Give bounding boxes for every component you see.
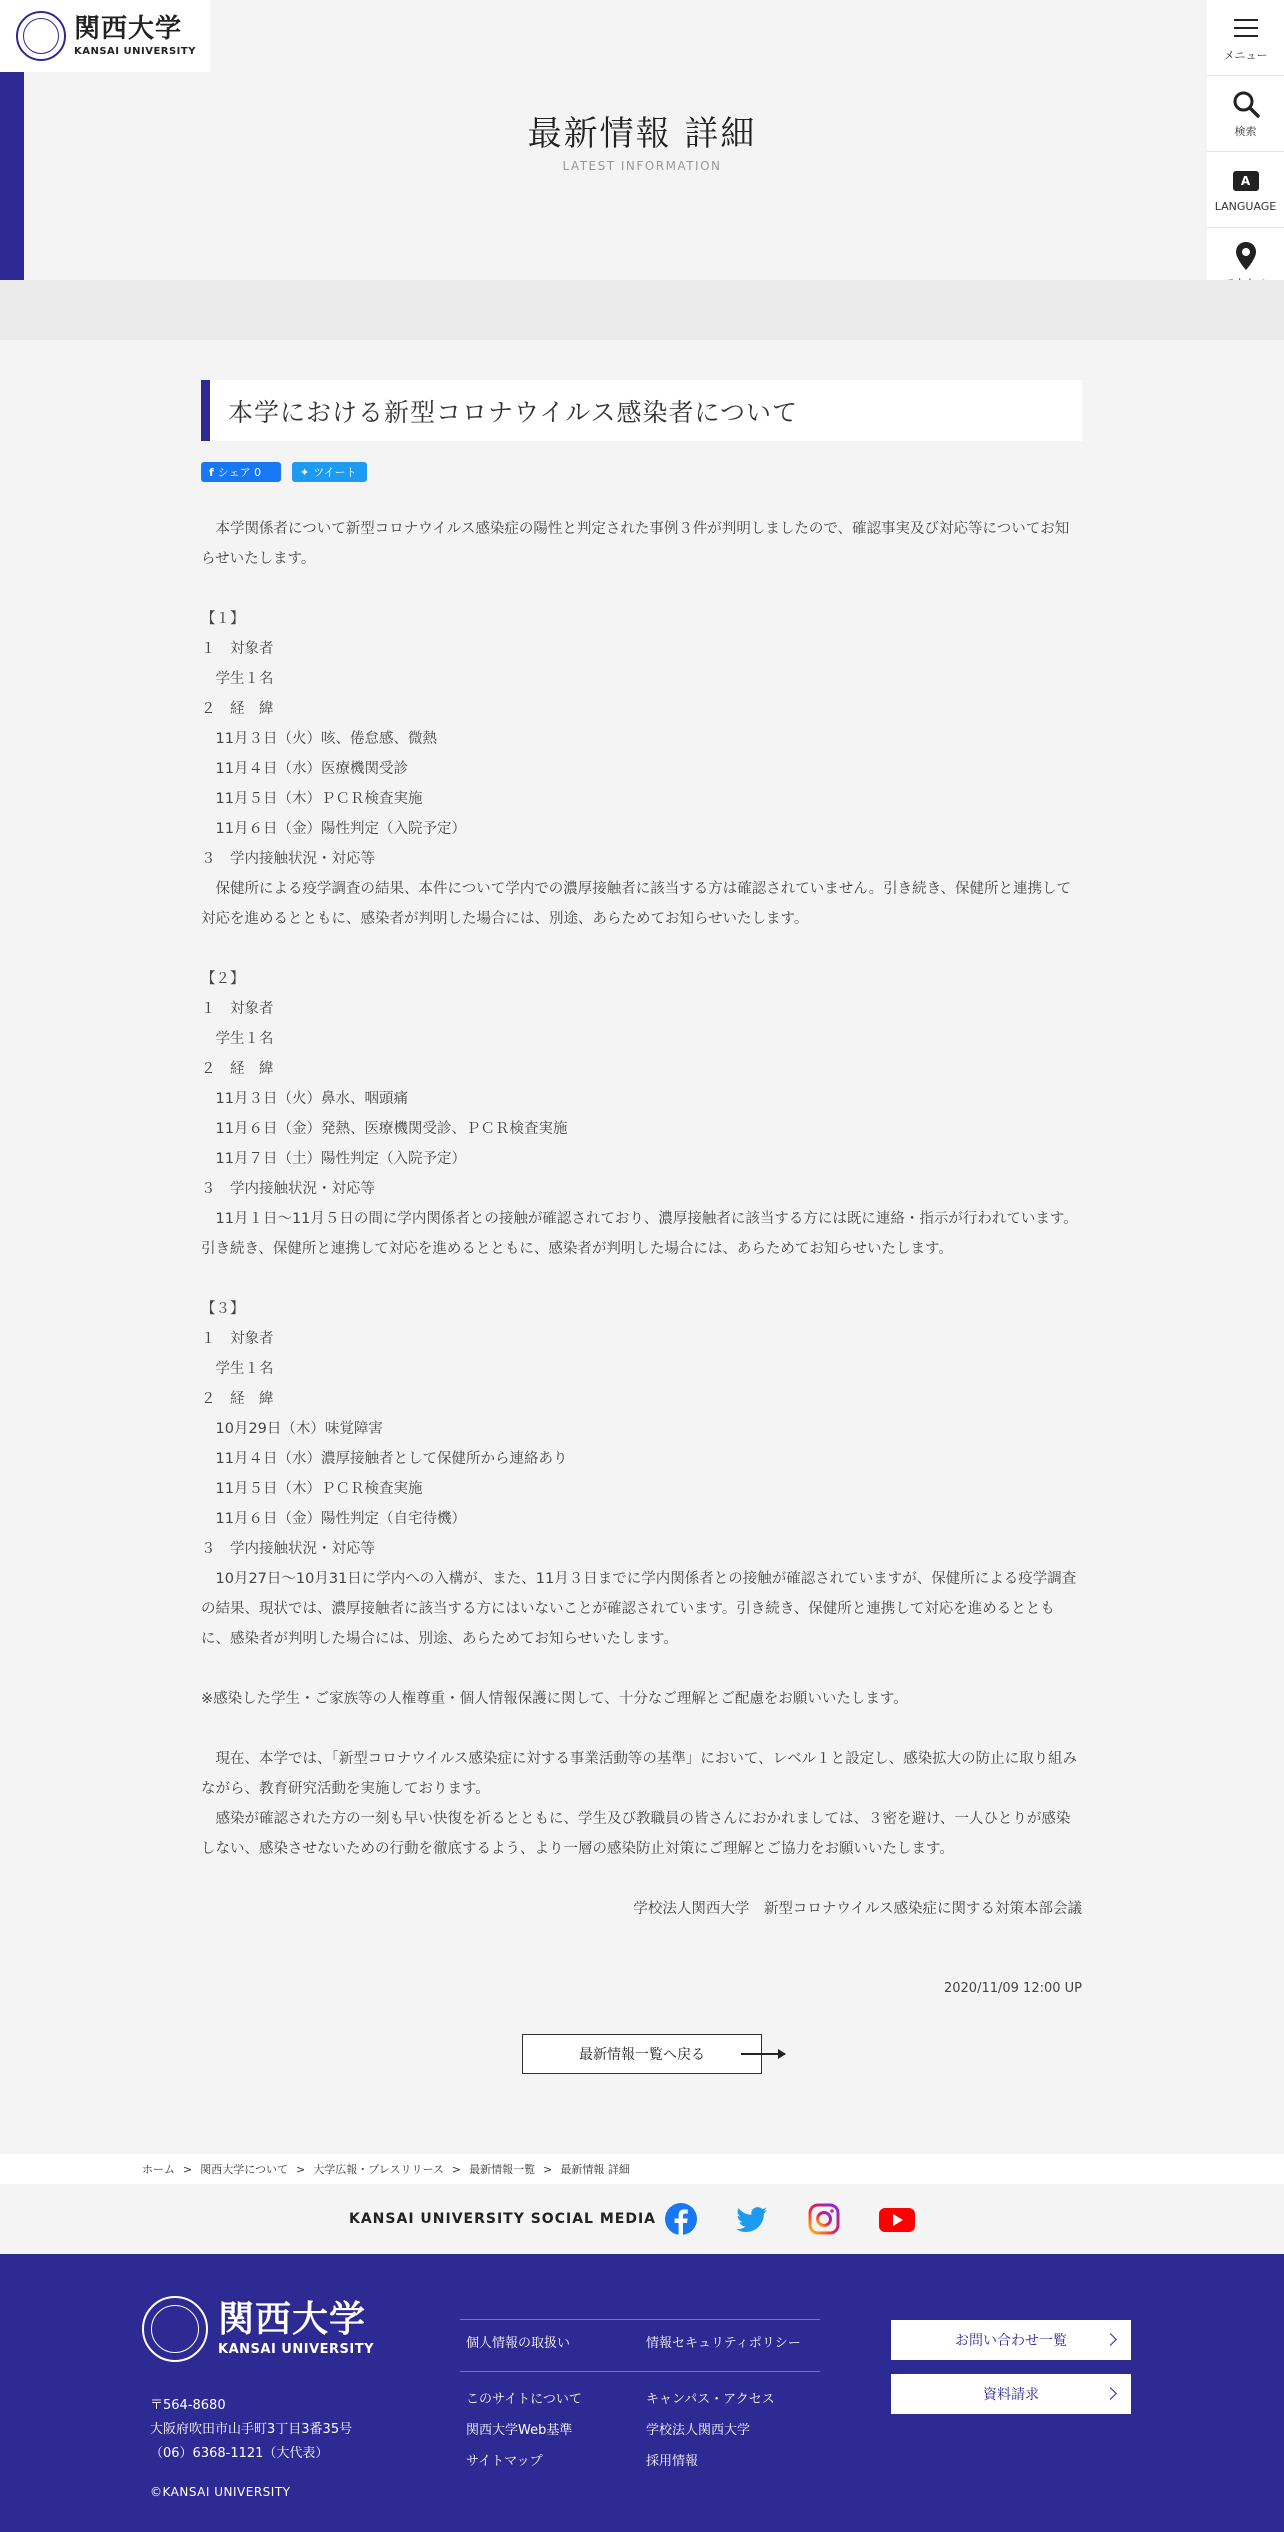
footer-link[interactable]: 個人情報の取扱い (466, 2336, 571, 2351)
article-paragraph: 11月４日（水）濃厚接触者として保健所から連絡あり (201, 1451, 568, 1467)
article-paragraph: 【３】 (201, 1301, 245, 1317)
facebook-icon[interactable] (665, 2203, 697, 2235)
logo-english: KANSAI UNIVERSITY (74, 45, 196, 57)
blank-line (201, 934, 1082, 964)
share-label: シェア 0 (217, 466, 262, 479)
footer-link[interactable]: サイトマップ (466, 2454, 543, 2469)
facebook-icon: f (209, 465, 214, 479)
language-badge: A (1233, 171, 1259, 191)
breadcrumb-separator: > (451, 2162, 462, 2176)
article-paragraph: 10月27日～10月31日に学内への入構が、また、11月３日までに学内関係者との接触が確認されていますが、保健所による疫学調査の結果、現状では、濃厚接触者に該当する方にはいないことが確認されています。引き続き、保健所と連携して対応を進めるとともに、感染者が判明した場合には、別途、あらためてお知らせいたします。 (201, 1571, 1077, 1647)
footer-link[interactable]: 学校法人関西大学 (646, 2423, 751, 2438)
twitter-icon[interactable] (736, 2203, 768, 2235)
map-pin-icon (1235, 241, 1257, 271)
footer-link[interactable]: 採用情報 (646, 2454, 699, 2469)
blank-line (201, 574, 1082, 604)
article-paragraph: ２ 経 緯 (201, 701, 274, 717)
tweet-label: ツイート (313, 466, 357, 479)
article-paragraph: 感染が確認された方の一刻も早い快復を祈るとともに、学生及び教職員の皆さんにおかれましては、３密を避け、一人ひとりが感染しない、感染させないための行動を徹底するよう、より一層の感染防止対策にご理解とご協力をお願いいたします。 (201, 1811, 1071, 1857)
article-paragraph: 11月１日～11月５日の間に学内関係者との接触が確認されており、濃厚接触者に該当する方には既に連絡・指示が行われています。引き続き、保健所と連携して対応を進めるとともに、感染者が判明した場合には、あらためてお知らせいたします。 (201, 1211, 1078, 1257)
breadcrumb-item[interactable]: 最新情報一覧 (469, 2163, 536, 2176)
article-paragraph: 11月４日（水）医療機関受診 (201, 761, 408, 777)
breadcrumb-item: 最新情報 詳細 (560, 2163, 630, 2176)
article-paragraph: 11月５日（木）ＰＣＲ検査実施 (201, 1481, 423, 1497)
street-address: 大阪府吹田市山手町3丁目3番35号 (150, 2422, 353, 2437)
article-paragraph: 本学関係者について新型コロナウイルス感染症の陽性と判定された事例３件が判明しましたので、確認事実及び対応等についてお知らせいたします。 (201, 521, 1070, 567)
footer-link[interactable]: 関西大学Web基準 (466, 2423, 573, 2438)
footer-logo-english: KANSAI UNIVERSITY (218, 2341, 375, 2357)
article-paragraph: ３ 学内接触状況・対応等 (201, 851, 375, 867)
article-paragraph: １ 対象者 (201, 1001, 274, 1017)
blank-line (201, 1264, 1082, 1294)
social-label: KANSAI UNIVERSITY SOCIAL MEDIA (349, 2211, 656, 2227)
article-paragraph: 11月６日（金）発熱、医療機関受診、ＰＣＲ検査実施 (201, 1121, 568, 1137)
breadcrumb-separator: > (183, 2162, 193, 2176)
article-paragraph: 保健所による疫学調査の結果、本件について学内での濃厚接触者に該当する方は確認されていません。引き続き、保健所と連携して対応を進めるとともに、感染者が判明した場合には、別途、あらためてお知らせいたします。 (201, 881, 1071, 927)
footer-address (150, 2394, 352, 2466)
site-logo[interactable] (0, 0, 210, 72)
footer-links (460, 2319, 820, 2477)
university-seal-icon (16, 11, 66, 61)
blank-line (201, 1864, 1082, 1894)
article-paragraph: 学生１名 (201, 1031, 274, 1047)
contact-button-label: お問い合わせ一覧 (955, 2333, 1067, 2349)
site-footer (0, 2254, 1284, 2532)
article-paragraph: １ 対象者 (201, 1331, 274, 1347)
side-nav (1207, 0, 1284, 304)
article-paragraph: ※感染した学生・ご家族等の人権尊重・個人情報保護に関して、十分なご理解とご配慮をお願いいたします。 (201, 1691, 908, 1707)
article-title: 本学における新型コロナウイルス感染者について (228, 397, 799, 427)
search-label: 検索 (1234, 124, 1257, 138)
tweet-button[interactable] (292, 462, 367, 482)
youtube-icon[interactable] (879, 2203, 911, 2235)
blank-line (201, 1714, 1082, 1744)
article-body (201, 514, 1082, 2004)
article-paragraph: 11月６日（金）陽性判定（入院予定） (201, 821, 466, 837)
social-media-bar (0, 2184, 1284, 2254)
hamburger-icon (1233, 13, 1259, 43)
footer-link[interactable]: 情報セキュリティポリシー (646, 2336, 801, 2351)
twitter-icon: ✦ (300, 465, 310, 479)
article-paragraph: 11月５日（木）ＰＣＲ検査実施 (201, 791, 423, 807)
article-paragraph: 11月３日（火）咳、倦怠感、微熱 (201, 731, 437, 747)
blank-line (201, 1654, 1082, 1684)
breadcrumb-item[interactable]: 大学広報・プレスリリース (313, 2163, 444, 2176)
university-seal-icon (142, 2296, 208, 2362)
share-buttons (201, 462, 367, 482)
contact-list-button[interactable] (891, 2320, 1131, 2360)
article-paragraph: 学生１名 (201, 1361, 274, 1377)
search-icon (1232, 89, 1260, 119)
chevron-right-icon (1104, 2333, 1117, 2346)
footer-links-bottom (460, 2384, 820, 2477)
article-paragraph: ３ 学内接触状況・対応等 (201, 1541, 375, 1557)
arrow-right-icon (741, 2053, 785, 2055)
request-button-label: 資料請求 (983, 2387, 1039, 2403)
article-paragraph: 現在、本学では、「新型コロナウイルス感染症に対する事業活動等の基準」において、レベル１と設定し、感染拡大の防止に取り組みながら、教育研究活動を実施しております。 (201, 1751, 1078, 1797)
article-paragraph: ３ 学内接触状況・対応等 (201, 1181, 375, 1197)
article-title-box (201, 380, 1082, 441)
breadcrumb-item[interactable]: 関西大学について (200, 2163, 288, 2176)
facebook-share-button[interactable] (201, 462, 281, 482)
article-paragraph: ２ 経 緯 (201, 1391, 274, 1407)
article-paragraph: 【２】 (201, 971, 245, 987)
footer-logo[interactable] (142, 2296, 374, 2362)
article-paragraph: 10月29日（木）味覚障害 (201, 1421, 383, 1437)
language-label: LANGUAGE (1214, 200, 1277, 213)
menu-label: メニュー (1223, 48, 1268, 62)
article-paragraph: 11月３日（火）鼻水、咽頭痛 (201, 1091, 408, 1107)
postal-code: 〒564-8680 (150, 2398, 226, 2413)
footer-link[interactable]: キャンパス・アクセス (646, 2392, 775, 2407)
publish-date: 2020/11/09 12:00 UP (943, 1981, 1082, 1996)
breadcrumb-separator: > (543, 2162, 553, 2176)
article-paragraph: 【１】 (201, 611, 245, 627)
footer-links-top (460, 2328, 820, 2359)
page-subtitle: LATEST INFORMATION (562, 159, 722, 173)
search-button[interactable] (1207, 76, 1284, 152)
accent-bar (0, 72, 24, 280)
header-band (0, 280, 1284, 340)
language-button[interactable] (1207, 152, 1284, 228)
request-materials-button[interactable] (891, 2374, 1131, 2414)
menu-button[interactable] (1207, 0, 1284, 76)
article-paragraph: 学生１名 (201, 671, 274, 687)
phone-number: （06）6368-1121（大代表） (150, 2446, 329, 2461)
instagram-icon[interactable] (808, 2203, 840, 2235)
language-icon (1233, 166, 1259, 196)
article-paragraph: ２ 経 緯 (201, 1061, 274, 1077)
article-paragraph: 11月７日（土）陽性判定（入院予定） (201, 1151, 466, 1167)
copyright: ©KANSAI UNIVERSITY (150, 2485, 291, 2499)
back-to-list-button[interactable] (522, 2034, 762, 2074)
breadcrumb-separator: > (296, 2162, 306, 2176)
article-paragraph: 11月６日（金）陽性判定（自宅待機） (201, 1511, 466, 1527)
page-title: 最新情報 詳細 (527, 114, 757, 154)
breadcrumb-item[interactable]: ホーム (142, 2163, 175, 2176)
signature: 学校法人関西大学 新型コロナウイルス感染症に関する対策本部会議 (633, 1901, 1082, 1917)
breadcrumb (0, 2154, 1284, 2184)
footer-logo-japanese: 関西大学 (218, 2298, 367, 2340)
logo-japanese: 関西大学 (74, 13, 183, 44)
footer-link[interactable]: このサイトについて (466, 2392, 582, 2407)
back-button-label: 最新情報一覧へ戻る (579, 2047, 705, 2063)
article-paragraph: １ 対象者 (201, 641, 274, 657)
chevron-right-icon (1104, 2387, 1117, 2400)
